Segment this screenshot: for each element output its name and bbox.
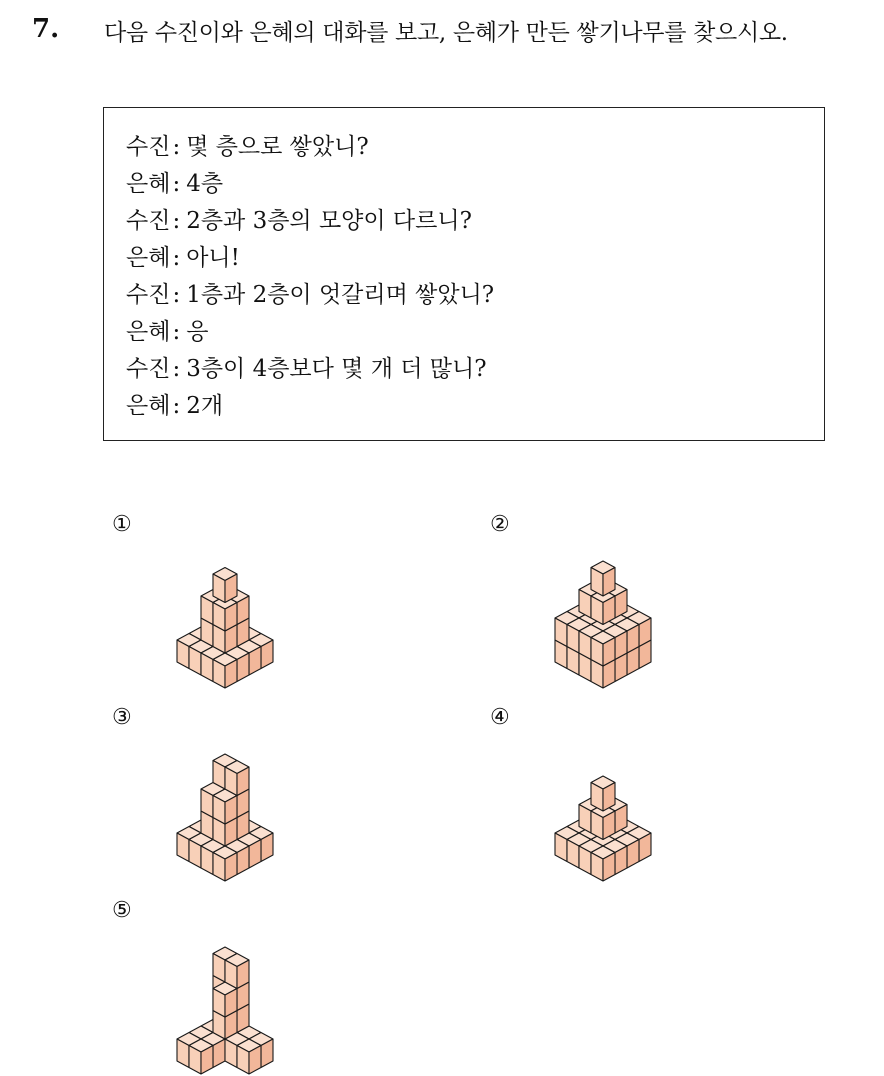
choice-1-label[interactable]: ① xyxy=(112,512,132,537)
choice-2-figure[interactable] xyxy=(518,520,688,690)
utterance: 아니! xyxy=(186,245,240,271)
choice-3-label[interactable]: ③ xyxy=(112,705,132,730)
speaker: 은혜 xyxy=(126,319,171,345)
cube xyxy=(213,653,237,688)
cube xyxy=(225,761,249,796)
choice-5-figure[interactable] xyxy=(140,906,310,1076)
speaker: 수진 xyxy=(126,356,171,382)
question-number: 7. xyxy=(32,14,60,44)
utterance: 몇 층으로 쌓았니? xyxy=(186,134,369,160)
dialogue-line xyxy=(126,387,223,420)
cube xyxy=(591,631,615,666)
utterance: 4층 xyxy=(186,171,224,197)
dialogue-line xyxy=(126,276,494,309)
dialogue-box xyxy=(103,107,825,441)
utterance: 3층이 4층보다 몇 개 더 많니? xyxy=(186,356,487,382)
utterance: 2층과 3층의 모양이 다르니? xyxy=(186,208,472,234)
cube-stack-2 xyxy=(518,520,688,690)
colon: : xyxy=(172,208,181,234)
cube xyxy=(213,789,237,824)
cube-stack-5 xyxy=(140,906,310,1076)
cube xyxy=(213,568,237,603)
colon: : xyxy=(172,356,181,382)
cube xyxy=(591,846,615,881)
dialogue-line xyxy=(126,165,223,198)
dialogue-line xyxy=(126,313,208,346)
cube xyxy=(591,776,615,811)
colon: : xyxy=(172,171,181,197)
speaker: 은혜 xyxy=(126,245,171,271)
cube xyxy=(213,982,237,1017)
dialogue-line xyxy=(126,202,472,235)
question-text: 다음 수진이와 은혜의 대화를 보고, 은혜가 만든 쌓기나무를 찾으시오. xyxy=(104,20,788,46)
speaker: 은혜 xyxy=(126,393,171,419)
utterance: 1층과 2층이 엇갈리며 쌓았니? xyxy=(186,282,495,308)
colon: : xyxy=(172,134,181,160)
cube xyxy=(225,954,249,989)
colon: : xyxy=(172,245,181,271)
utterance: 2개 xyxy=(186,393,224,419)
cube-stack-4 xyxy=(518,713,688,883)
speaker: 수진 xyxy=(126,134,171,160)
cube xyxy=(213,846,237,881)
speaker: 수진 xyxy=(126,282,171,308)
cube-stack-3 xyxy=(140,713,310,883)
choice-3-figure[interactable] xyxy=(140,713,310,883)
utterance: 응 xyxy=(186,319,209,345)
colon: : xyxy=(172,319,181,345)
choice-4-figure[interactable] xyxy=(518,713,688,883)
choice-1-figure[interactable] xyxy=(140,520,310,690)
cube-stack-1 xyxy=(140,520,310,690)
dialogue-line xyxy=(126,350,487,383)
choice-2-label[interactable]: ② xyxy=(490,512,510,537)
colon: : xyxy=(172,393,181,419)
cube xyxy=(591,561,615,596)
choice-4-label[interactable]: ④ xyxy=(490,705,510,730)
dialogue-line xyxy=(126,128,369,161)
dialogue-line xyxy=(126,239,240,272)
speaker: 은혜 xyxy=(126,171,171,197)
choice-5-label[interactable]: ⑤ xyxy=(112,898,132,923)
speaker: 수진 xyxy=(126,208,171,234)
colon: : xyxy=(172,282,181,308)
